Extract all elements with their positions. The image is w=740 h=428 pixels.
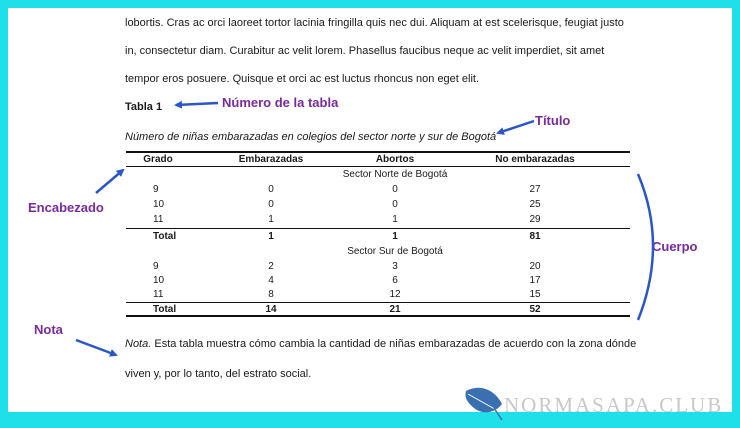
note-text: Esta tabla muestra cómo cambia la cantidad de niñas embarazadas de acuerdo con la zona dónde <box>154 338 637 350</box>
total-label: Total <box>153 231 177 242</box>
annotation-encabezado: Encabezado <box>28 200 104 215</box>
table-cell: 11 <box>153 289 164 300</box>
total-label: Total <box>153 304 177 315</box>
note-label: Nota. <box>125 338 152 350</box>
body-text-line-3: tempor eros posuere. Quisque et orci ac est luctus rhoncus non eget elit. <box>125 73 480 85</box>
table-cell: 0 <box>392 199 398 210</box>
watermark-logo: NORMASAPA.CLUB <box>504 393 724 417</box>
total-cell: 14 <box>265 304 277 315</box>
table-cell: 10 <box>153 275 165 286</box>
header-embarazadas: Embarazadas <box>238 154 304 165</box>
cuerpo-bracket <box>638 174 653 320</box>
header-no-embarazadas: No embarazadas <box>495 154 575 165</box>
annotation-cuerpo: Cuerpo <box>652 239 698 254</box>
table-cell: 12 <box>389 289 401 300</box>
total-cell: 1 <box>268 231 274 242</box>
header-grado: Grado <box>143 154 173 165</box>
table-cell: 9 <box>153 184 159 195</box>
table-cell: 17 <box>529 275 541 286</box>
table-cell: 29 <box>529 214 541 225</box>
table-cell: 4 <box>268 275 274 286</box>
annotation-titulo: Título <box>535 113 571 128</box>
table-cell: 6 <box>392 275 398 286</box>
feather-icon <box>465 388 502 420</box>
total-cell: 52 <box>529 304 541 315</box>
table-note-line-2: viven y, por lo tanto, del estrato social. <box>125 368 312 380</box>
table-label: Tabla 1 <box>125 101 163 113</box>
table-cell: 0 <box>268 184 274 195</box>
arrow-titulo <box>498 121 534 133</box>
table-cell: 11 <box>153 214 164 225</box>
arrow-nota <box>76 340 116 355</box>
table-cell: 1 <box>268 214 274 225</box>
total-cell: 81 <box>529 231 541 242</box>
table-cell: 20 <box>529 261 541 272</box>
table-cell: 3 <box>392 261 398 272</box>
table-cell: 8 <box>268 289 274 300</box>
table-title: Número de niñas embarazadas en colegios del sector norte y sur de Bogotá <box>125 131 497 143</box>
table-cell: 9 <box>153 261 159 272</box>
table-cell: 15 <box>529 289 541 300</box>
arrow-numero <box>176 103 218 105</box>
arrow-encabezado <box>96 170 123 193</box>
body-text-line-2: in, consectetur diam. Curabitur ac velit lorem. Phasellus faucibus neque ac velit imperdiet, sit amet <box>125 45 605 57</box>
annotation-nota: Nota <box>34 322 63 337</box>
annotation-arrows <box>8 8 740 428</box>
table-cell: 25 <box>529 199 541 210</box>
header-abortos: Abortos <box>375 154 415 165</box>
body-text-line-1: lobortis. Cras ac orci laoreet tortor lacinia fringilla quis nec dui. Aliquam at est scelerisque, feugiat justo <box>125 17 624 29</box>
table-cell: 10 <box>153 199 165 210</box>
total-cell: 1 <box>392 231 398 242</box>
table-cell: 27 <box>529 184 541 195</box>
total-cell: 21 <box>389 304 401 315</box>
table-cell: 0 <box>268 199 274 210</box>
table-cell: 1 <box>392 214 398 225</box>
table-cell: 2 <box>268 261 274 272</box>
annotation-numero-tabla: Número de la tabla <box>222 95 339 110</box>
section-title-norte: Sector Norte de Bogotá <box>342 169 448 180</box>
section-title-sur: Sector Sur de Bogotá <box>347 246 443 257</box>
table-cell: 0 <box>392 184 398 195</box>
